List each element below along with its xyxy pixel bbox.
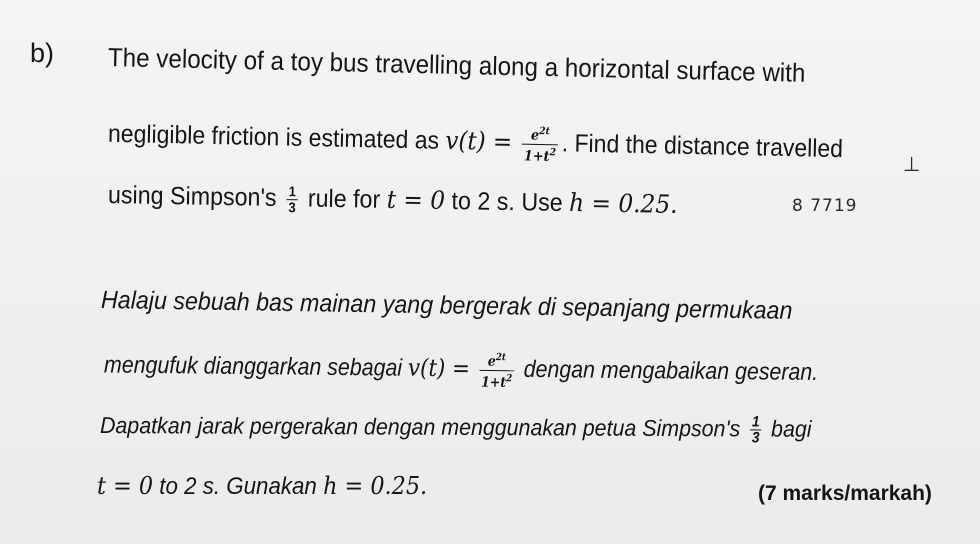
malay-line-2-pre: mengufuk dianggarkan sebagai: [103, 351, 403, 382]
malay-line-1-text: Halaju sebuah bas mainan yang bergerak di sepanjang permukaan: [100, 286, 793, 325]
question-label: b): [30, 38, 55, 68]
velocity-function-lhs: v(t) =: [445, 125, 513, 157]
t-start-malay: t = 0: [97, 472, 154, 500]
malay-line-3-post: bagi: [771, 415, 812, 442]
step-size-malay: h = 0.25.: [323, 472, 428, 500]
english-line-1: [108, 42, 806, 88]
t-start: t = 0: [386, 184, 446, 215]
simpson-numerator: 1: [288, 183, 297, 200]
malay-line-2-post: dengan mengabaikan geseran.: [523, 355, 819, 386]
malay-line-1: [101, 285, 793, 326]
handwritten-note: 8 7719: [792, 196, 858, 216]
english-line-3-pre: using Simpson's: [107, 181, 277, 212]
fraction-denominator-exponent: 2: [549, 146, 557, 159]
malay-line-3: [100, 410, 812, 446]
english-line-3-to: to 2 s. Use: [451, 186, 563, 217]
handwritten-mark: ⊥: [903, 152, 922, 176]
simpson-fraction-malay: [750, 415, 762, 446]
simpson-denominator: 3: [288, 199, 296, 216]
fraction-numerator-exponent-malay: 2t: [495, 352, 507, 364]
simpson-fraction: [286, 184, 298, 215]
fraction-numerator: e: [530, 127, 540, 144]
malay-line-3-pre: Dapatkan jarak pergerakan dengan menggunakan petua Simpson's: [99, 412, 741, 442]
fraction-numerator-exponent: 2t: [539, 126, 550, 138]
fraction-denominator-exponent-malay: 2: [506, 372, 513, 384]
malay-line-4: [97, 471, 427, 502]
velocity-fraction-malay: [479, 350, 514, 391]
velocity-function-lhs-malay: v(t) =: [407, 353, 471, 383]
malay-line-4-rest: to 2 s. Gunakan: [159, 473, 317, 500]
english-line-2: [108, 115, 844, 171]
english-line-3-mid: rule for: [307, 184, 381, 214]
english-line-2-pre: negligible friction is estimated as: [107, 119, 440, 155]
fraction-denominator: 1+t: [523, 148, 550, 165]
english-line-3: [108, 180, 678, 222]
velocity-fraction: [522, 124, 559, 165]
fraction-numerator-malay: e: [487, 353, 496, 370]
english-line-2-post: . Find the distance travelled: [561, 129, 844, 164]
marks-allocation: (7 marks/markah): [758, 482, 932, 505]
simpson-denominator-malay: 3: [751, 429, 760, 447]
step-size: h = 0.25.: [568, 188, 678, 219]
malay-line-2: [104, 346, 819, 394]
english-line-1-text: The velocity of a toy bus travelling along a horizontal surface with: [107, 42, 806, 88]
fraction-denominator-malay: 1+t: [481, 374, 507, 391]
simpson-numerator-malay: 1: [751, 413, 760, 431]
